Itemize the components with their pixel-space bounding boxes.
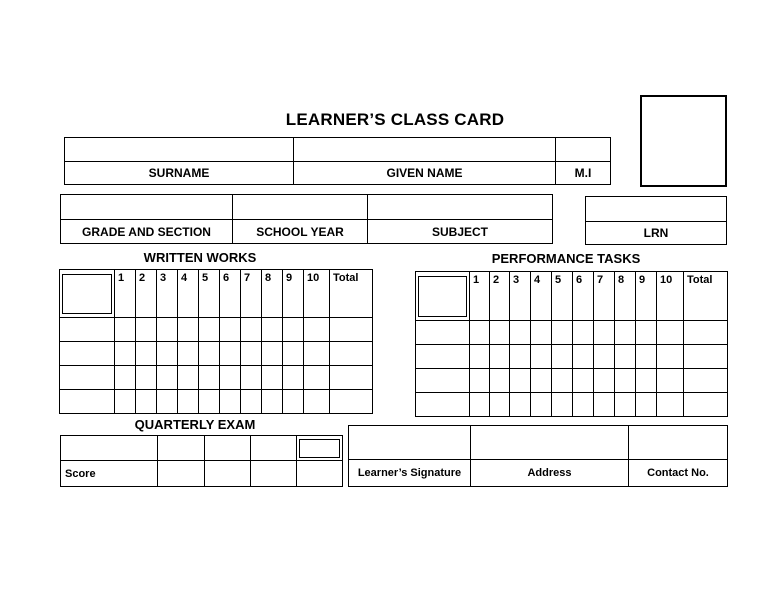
pt-col-header: 6: [573, 272, 594, 321]
score-label: Score: [61, 461, 158, 487]
table-row: [416, 321, 728, 345]
written-works-title: WRITTEN WORKS: [143, 250, 257, 265]
table-row: [60, 342, 373, 366]
contact-no-label: Contact No.: [629, 460, 728, 487]
pt-col-header: Total: [684, 272, 728, 321]
pt-col-header: 3: [510, 272, 531, 321]
surname-label: SURNAME: [65, 162, 294, 185]
score-cell[interactable]: [158, 461, 205, 487]
address-field[interactable]: [471, 426, 629, 460]
ww-col-header: 1: [115, 270, 136, 318]
table-row: [416, 345, 728, 369]
performance-tasks-title: PERFORMANCE TASKS: [491, 251, 641, 266]
ww-col-header: 3: [157, 270, 178, 318]
info-table: [60, 194, 553, 244]
contact-no-field[interactable]: [629, 426, 728, 460]
quarterly-exam-title: QUARTERLY EXAM: [134, 417, 256, 432]
table-row: [60, 390, 373, 414]
ww-col-header: 5: [199, 270, 220, 318]
lrn-table: [585, 196, 727, 245]
exam-cell[interactable]: [297, 436, 343, 461]
surname-field[interactable]: [65, 138, 294, 162]
ww-col-header: 2: [136, 270, 157, 318]
pt-col-header: 5: [552, 272, 573, 321]
ww-col-header: 10: [304, 270, 330, 318]
grade-section-field[interactable]: [61, 195, 233, 220]
ww-col-header: Total: [330, 270, 373, 318]
ww-col-header: 7: [241, 270, 262, 318]
card-title: LEARNER’S CLASS CARD: [285, 110, 505, 129]
contact-table: [348, 425, 728, 487]
name-table: [64, 137, 611, 185]
mi-label: M.I: [556, 162, 611, 185]
performance-tasks-table: [415, 271, 728, 417]
subject-field[interactable]: [368, 195, 553, 220]
ww-col-header: 8: [262, 270, 283, 318]
signature-label: Learner’s Signature: [349, 460, 471, 487]
pt-col-header: 9: [636, 272, 657, 321]
pt-col-header: 4: [531, 272, 552, 321]
corner-cell: [416, 272, 470, 321]
lrn-label: LRN: [586, 222, 727, 245]
pt-col-header: 10: [657, 272, 684, 321]
address-label: Address: [471, 460, 629, 487]
table-row: [416, 393, 728, 417]
ww-col-header: 9: [283, 270, 304, 318]
school-year-field[interactable]: [233, 195, 368, 220]
table-row: [60, 318, 373, 342]
score-cell[interactable]: [205, 461, 251, 487]
pt-col-header: 2: [490, 272, 510, 321]
photo-box: [640, 95, 727, 187]
given-name-label: GIVEN NAME: [294, 162, 556, 185]
corner-cell: [60, 270, 115, 318]
table-row: [416, 369, 728, 393]
pt-col-header: 7: [594, 272, 615, 321]
quarterly-exam-table: [60, 435, 343, 487]
school-year-label: SCHOOL YEAR: [233, 220, 368, 244]
score-cell[interactable]: [297, 461, 343, 487]
subject-label: SUBJECT: [368, 220, 553, 244]
lrn-field[interactable]: [586, 197, 727, 222]
written-works-table: [59, 269, 373, 414]
grade-section-label: GRADE AND SECTION: [61, 220, 233, 244]
table-row: [60, 366, 373, 390]
score-cell[interactable]: [251, 461, 297, 487]
ww-col-header: 6: [220, 270, 241, 318]
ww-col-header: 4: [178, 270, 199, 318]
mi-field[interactable]: [556, 138, 611, 162]
signature-field[interactable]: [349, 426, 471, 460]
pt-col-header: 8: [615, 272, 636, 321]
pt-col-header: 1: [470, 272, 490, 321]
given-name-field[interactable]: [294, 138, 556, 162]
